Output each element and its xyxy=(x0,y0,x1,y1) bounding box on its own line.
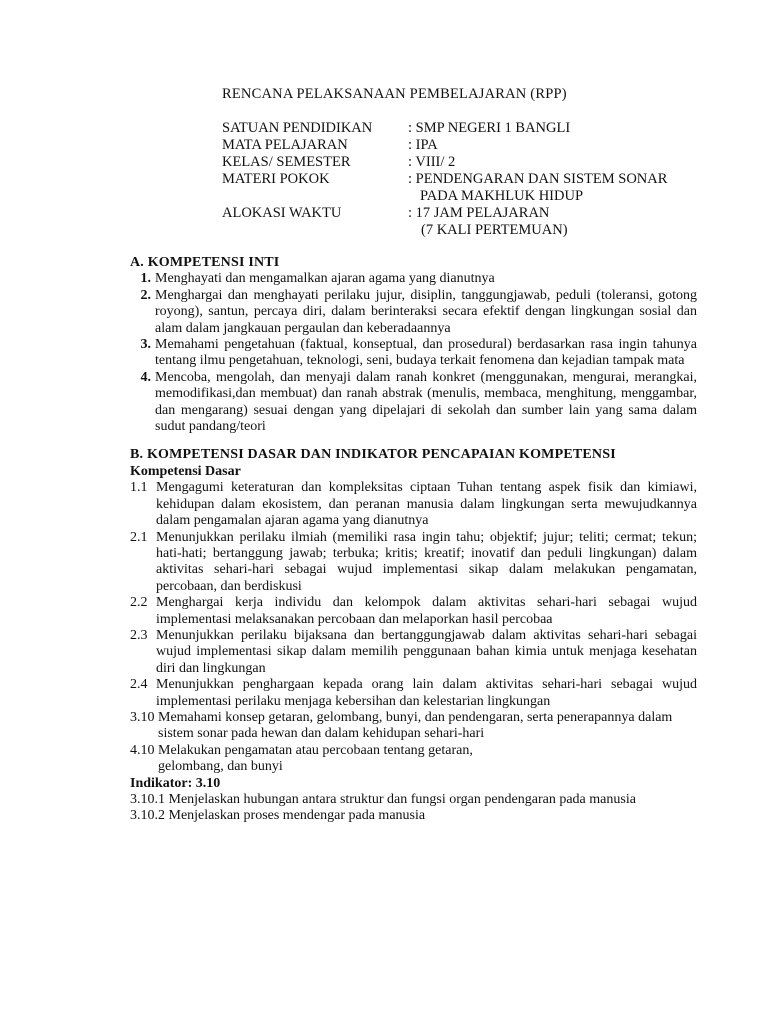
identity-value: : SMP NEGERI 1 BANGLI xyxy=(408,120,571,136)
item-number: 2.1 xyxy=(130,529,148,545)
indikator-label: Indikator: 3.10 xyxy=(130,775,221,791)
item-text: Mencoba, mengolah, dan menyaji dalam ranah konkret (menggunakan, mengurai, merangkai, memodifikasi,dan membuat) dan ranah abstrak (menulis, membaca, menghitung, menggambar, dan mengarang) sesuai dengan yang dipelajari di sekolah dan sumber lain yang sama dalam sudut pandang/teori xyxy=(155,369,697,435)
identity-row-mapel xyxy=(222,137,702,154)
identity-label: MATA PELAJARAN xyxy=(222,137,348,153)
identity-value: : VIII/ 2 xyxy=(408,154,456,170)
identity-label: KELAS/ SEMESTER xyxy=(222,154,351,170)
document-body xyxy=(130,255,697,825)
identity-label: MATERI POKOK xyxy=(222,171,330,187)
kompetensi-dasar-item xyxy=(130,480,697,529)
item-number: 1. xyxy=(140,271,151,287)
kompetensi-inti-item xyxy=(130,271,697,287)
item-number: 1.1 xyxy=(130,480,148,496)
identity-row-alokasi xyxy=(222,205,702,222)
item-text: Menghargai dan menghayati perilaku jujur, disiplin, tanggungjawab, peduli (toleransi, gotong royong), santun, percaya diri, dalam berinteraksi secara efektif dengan lingkungan sosial dan alam dalam jangkauan pergaulan dan keberadaannya xyxy=(155,287,697,336)
item-number: 3. xyxy=(140,337,151,353)
kompetensi-inti-item xyxy=(130,288,697,337)
kompetensi-dasar-item xyxy=(130,595,697,628)
indikator-item: 3.10.1 Menjelaskan hubungan antara struktur dan fungsi organ pendengaran pada manusia xyxy=(130,792,636,807)
spacer xyxy=(130,435,697,447)
item-text: Menghayati dan mengamalkan ajaran agama yang dianutnya xyxy=(155,271,495,287)
item-text: Mengagumi keteraturan dan kompleksitas ciptaan Tuhan tentang aspek fisik dan kimiawi, kehidupan dalam ekosistem, dan peranan manusia dalam lingkungan serta mewujudkannya dalam pengamalan ajaran agama yang dianutnya xyxy=(156,480,697,529)
kompetensi-dasar-label: Kompetensi Dasar xyxy=(130,463,241,479)
item-text: Menunjukkan perilaku ilmiah (memiliki rasa ingin tahu; objektif; jujur; teliti; cermat; tekun; hati-hati; bertanggung jawab; terbuka; kritis; kreatif; inovatif dan peduli lingkungan) dalam aktivitas sehari-hari sebagai wujud implementasi sikap dalam melakukan pengamatan, percobaan, dan berdiskusi xyxy=(156,529,697,594)
indikator-item: 3.10.2 Menjelaskan proses mendengar pada manusia xyxy=(130,808,426,824)
kompetensi-inti-item xyxy=(130,337,697,370)
section-b-heading: B. KOMPETENSI DASAR DAN INDIKATOR PENCAPAIAN KOMPETENSI xyxy=(130,447,616,463)
kd-4-10-continuation: gelombang, dan bunyi xyxy=(158,759,283,775)
kompetensi-dasar-item xyxy=(130,677,697,710)
item-number: 2.3 xyxy=(130,627,148,643)
item-number: 2.2 xyxy=(130,595,148,611)
kd-3-10-line: 3.10 Memahami konsep getaran, gelombang, bunyi, dan pendengaran, serta penerapannya dalam xyxy=(130,709,673,725)
identity-value: : IPA xyxy=(408,137,438,153)
identity-materi-continuation: PADA MAKHLUK HIDUP xyxy=(420,188,584,204)
item-text: Menunjukkan perilaku bijaksana dan bertanggungjawab dalam aktivitas sehari-hari sebagai wujud implementasi sikap dalam memilih penggunaan bahan kimia untuk menjaga kesehatan diri dan lingkungan xyxy=(156,627,697,676)
section-a-heading: A. KOMPETENSI INTI xyxy=(130,255,280,270)
identity-alokasi-continuation: (7 KALI PERTEMUAN) xyxy=(421,222,568,238)
identity-row-kelas xyxy=(222,154,702,171)
document-title: RENCANA PELAKSANAAN PEMBELAJARAN (RPP) xyxy=(222,86,567,102)
identity-block xyxy=(222,120,702,239)
kd-4-10-line: 4.10 Melakukan pengamatan atau percobaan tentang getaran, xyxy=(130,742,473,758)
identity-label: ALOKASI WAKTU xyxy=(222,205,342,221)
item-number: 2. xyxy=(140,287,151,303)
identity-row-satuan xyxy=(222,120,702,137)
item-text: Menunjukkan penghargaan kepada orang lain dalam aktivitas sehari-hari sebagai wujud implementasi perilaku menjaga kebersihan dan kelestarian lingkungan xyxy=(156,677,697,709)
identity-row-materi xyxy=(222,171,702,188)
identity-value: : PENDENGARAN DAN SISTEM SONAR xyxy=(408,171,668,187)
kompetensi-inti-item xyxy=(130,370,697,436)
identity-label: SATUAN PENDIDIKAN xyxy=(222,120,373,136)
identity-value: : 17 JAM PELAJARAN xyxy=(408,205,550,221)
kompetensi-dasar-item xyxy=(130,628,697,677)
item-number: 2.4 xyxy=(130,677,148,693)
item-number: 4. xyxy=(140,369,151,385)
kd-3-10-continuation: sistem sonar pada hewan dan dalam kehidupan sehari-hari xyxy=(158,726,485,742)
item-text: Menghargai kerja individu dan kelompok dalam aktivitas sehari-hari sebagai wujud implementasi melaksanakan percobaan dan melaporkan hasil percobaa xyxy=(156,595,697,627)
item-text: Memahami pengetahuan (faktual, konseptual, dan prosedural) berdasarkan rasa ingin tahunya tentang ilmu pengetahuan, teknologi, seni, budaya terkait fenomena dan kejadian tampak mata xyxy=(155,337,697,369)
kompetensi-dasar-item xyxy=(130,530,697,596)
